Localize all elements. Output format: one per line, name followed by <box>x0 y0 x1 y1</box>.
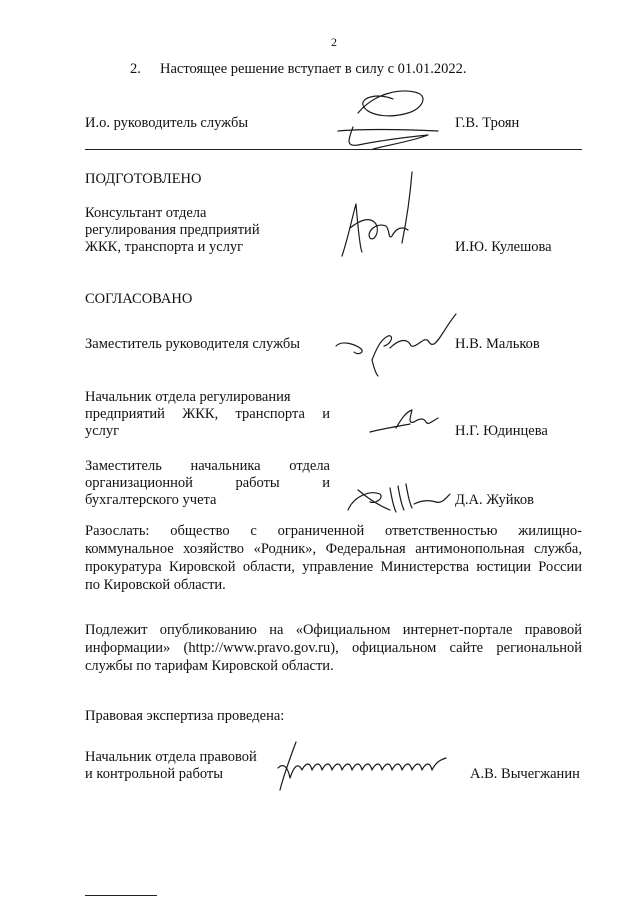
agreed-position-line: предприятий ЖКК, транспорта и <box>85 406 330 422</box>
publication-line: Подлежит опубликованию на «Официальном интернет-портале правовой <box>85 622 582 638</box>
agreed-signature <box>340 470 460 520</box>
agreed-position-line: бухгалтерского учета <box>85 492 217 508</box>
agreed-position-line: организационной работы и <box>85 475 330 491</box>
prepared-name: И.Ю. Кулешова <box>455 239 552 255</box>
agreed-position-line: Заместитель руководителя службы <box>85 336 301 352</box>
distribution-line: Разослать: общество с ограниченной ответственностью жилищно- <box>85 523 582 539</box>
footnote-line <box>85 895 157 896</box>
agreed-position-line: Начальник отдела регулирования <box>85 389 291 405</box>
head-name: Г.В. Троян <box>455 115 520 131</box>
publication-line: службы по тарифам Кировской области. <box>85 658 334 674</box>
agreed-name: Д.А. Жуйков <box>455 492 534 508</box>
distribution-line: прокуратура Кировской области, управление Министерства юстиции России <box>85 559 582 575</box>
distribution-line: коммунальное хозяйство «Родник», Федеральная антимонопольная служба, <box>85 541 582 557</box>
agreed-signature <box>332 310 462 380</box>
page-number: 2 <box>331 35 337 49</box>
agreed-heading: СОГЛАСОВАНО <box>85 291 193 307</box>
agreed-position-line: Заместитель начальника отдела <box>85 458 330 474</box>
legal-review-statement: Правовая экспертиза проведена: <box>85 708 285 724</box>
prepared-heading: ПОДГОТОВЛЕНО <box>85 171 202 187</box>
distribution-line: по Кировской области. <box>85 577 226 593</box>
agreed-name: Н.В. Мальков <box>455 336 540 352</box>
item-text: Настоящее решение вступает в силу с 01.01.2022. <box>160 61 467 77</box>
legal-review-signature <box>268 738 464 794</box>
agreed-name: Н.Г. Юдинцева <box>455 423 548 439</box>
legal-review-position-line: Начальник отдела правовой <box>85 749 257 765</box>
prepared-position-line: Консультант отдела <box>85 205 207 221</box>
legal-review-position-line: и контрольной работы <box>85 766 223 782</box>
publication-line: информации» (http://www.pravo.gov.ru), официальном сайте региональной <box>85 640 582 656</box>
separator-line <box>85 149 582 150</box>
agreed-signature <box>366 404 446 438</box>
head-position: И.о. руководитель службы <box>85 115 249 131</box>
prepared-signature <box>330 168 430 268</box>
agreed-position-line: услуг <box>85 423 120 439</box>
item-number: 2. <box>130 61 141 77</box>
legal-review-name: А.В. Вычегжанин <box>470 766 580 782</box>
prepared-position-line: ЖКК, транспорта и услуг <box>85 239 244 255</box>
prepared-position-line: регулирования предприятий <box>85 222 260 238</box>
